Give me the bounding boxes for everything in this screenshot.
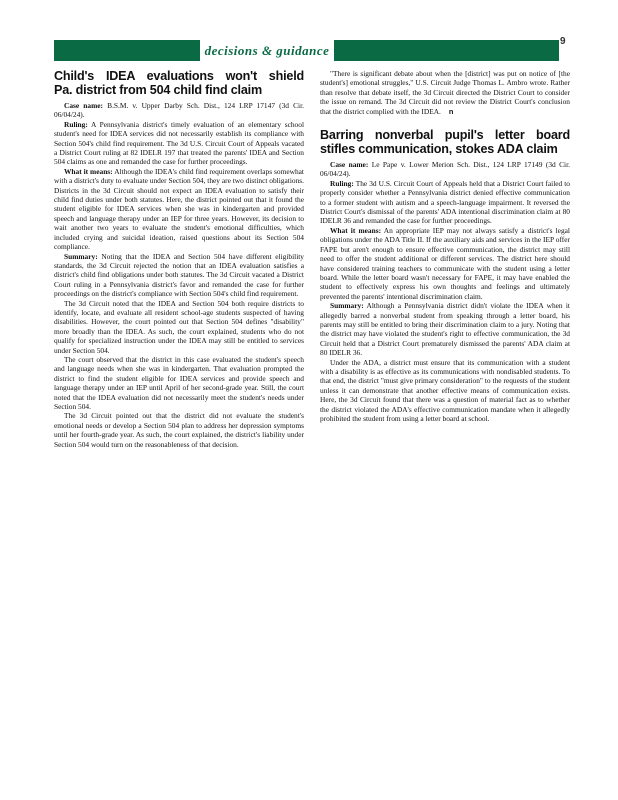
right-column bbox=[320, 69, 570, 423]
article2-headline-line1: Barring nonverbal pupil's letter board bbox=[320, 128, 570, 143]
article2-case bbox=[320, 160, 570, 179]
article1-headline-line2: Pa. district from 504 child find claim bbox=[54, 83, 262, 97]
case-name-text: Le Pape v. Lower Merion Sch. Dist., 124 LRP 17149 (3d Cir. 06/04/24). bbox=[320, 160, 571, 179]
case-name-label: Case name: bbox=[330, 160, 369, 170]
article1-paragraph: The 3d Circuit noted that the IDEA and Section 504 both require districts to identify, locate, and evaluate all resident school-age students suspected of having disabilities. However, the court pointed out that Section 504 defines "disability" more broadly than the IDEA. As such, the court explained, students who do not qualify for specialized instruction under the IDEA may still be entitled to services under Section 504. bbox=[54, 298, 304, 355]
article1-closing-text: "There is significant debate about when the [district] was put on notice of [the student's] emotional struggles," U.S. Circuit Judge Thomas L. Ambro wrote. Rather than resolve that debate itself, the 3d Circuit directed the District Court to consider the issue on remand. The 3d Circuit did not review the District Court's conclusion that the district complied with the IDEA. bbox=[320, 69, 570, 116]
article1-summary bbox=[54, 252, 304, 299]
ruling-text: A Pennsylvania district's timely evaluation of an elementary school student's need for IDEA services did not necessarily establish its compliance with Section 504's child find requirement. The 3d U.S. Circuit Court of Appeals vacated a District Court ruling at 82 IDELR 197 that treated the parents' IDEA and Section 504 claims as one and remanded the case for further proceedings. bbox=[54, 119, 304, 167]
article2-ruling bbox=[320, 179, 570, 226]
article2-meaning bbox=[320, 226, 570, 301]
article1-ruling bbox=[54, 120, 304, 167]
page-number: 9 bbox=[560, 36, 566, 47]
ruling-label: Ruling: bbox=[330, 178, 354, 188]
article1-paragraph: The court observed that the district in this case evaluated the student's speech and language needs when she was in kindergarten. That evaluation prompted the district to find the student eligible for IDEA services and provide speech and language therapy under an IEP until April of her second-grade year. Still, the court noted that the IDEA evaluation did not necessarily meet the student's needs under Section 504. bbox=[54, 354, 304, 411]
summary-text: Noting that the IDEA and Section 504 have different eligibility standards, the 3d Circuit rejected the notion that an IDEA evaluation satisfies a district's child find obligations under both statutes. The 3d Circuit vacated a District Court ruling in a Pennsylvania district's favor and remanded the case for further proceedings on the district's compliance with Section 504's child find requirement. bbox=[54, 251, 304, 299]
article1-meaning bbox=[54, 167, 304, 252]
end-mark: n bbox=[448, 106, 454, 116]
article2-headline bbox=[320, 128, 570, 156]
article1-headline bbox=[54, 69, 304, 97]
summary-label: Summary: bbox=[64, 251, 98, 261]
article1-paragraph bbox=[320, 69, 570, 116]
article1-case bbox=[54, 101, 304, 120]
summary-label: Summary: bbox=[330, 301, 364, 311]
article1-headline-line1: Child's IDEA evaluations won't shield bbox=[54, 69, 304, 83]
ruling-text: The 3d U.S. Circuit Court of Appeals held that a District Court failed to properly consider whether a Pennsylvania district denied effective communication to a former student with autism and a speech-language impairment. It reversed the District Court's dismissal of the parents' ADA intentional discrimination claim at 80 IDELR 36 and remanded the case for further proceedings. bbox=[320, 178, 570, 226]
summary-text: Although a Pennsylvania district didn't violate the IDEA when it allegedly barred a nonverbal student from speaking through a letter board, his parents may still be entitled to bring their discrimination claim to a jury. Noting that the district may have violated the student's right to effective communication, the 3d Circuit held that a District Court prematurely dismissed the parents' ADA claim at 80 IDELR 36. bbox=[320, 301, 570, 358]
article2-headline-line2: stifles communication, stokes ADA claim bbox=[320, 142, 558, 157]
meaning-text: Although the IDEA's child find requirement overlaps somewhat with a district's duty to evaluate under Section 504, they are two distinct obligations. Districts in the 3d Circuit should not expect an IDEA evaluation to satisfy their child find duties under both statutes. Here, the district pointed out that it found the student eligible for IDEA services when she was in kindergarten and provided speech and language therapy under an IEP for three years. However, its decision to wait another two years to evaluate the student's emotional difficulties, which included crying and suicidal ideation, raised questions about its Section 504 compliance. bbox=[54, 166, 304, 252]
ruling-label: Ruling: bbox=[64, 119, 88, 129]
section-title: decisions & guidance bbox=[204, 43, 330, 58]
article2-paragraph: Under the ADA, a district must ensure that its communication with a student with a disability is as effective as its communications with nondisabled students. To that end, the district "must give primary consideration" to the requests of the student unless it can demonstrate that another effective means of communication exists. Here, the 3d Circuit found that there was a question of material fact as to whether the district violated the ADA's effective communication mandate when it allegedly prohibited the student from using a letter board at school. bbox=[320, 357, 570, 423]
case-name-label: Case name: bbox=[64, 101, 104, 110]
meaning-label: What it means: bbox=[64, 166, 113, 176]
case-name-text: B.S.M. v. Upper Darby Sch. Dist., 124 LRP 17147 (3d Cir. 06/04/24). bbox=[54, 101, 304, 120]
left-column bbox=[54, 69, 304, 449]
article2-summary bbox=[320, 301, 570, 357]
meaning-text: An appropriate IEP may not always satisfy a district's legal obligations under the ADA Title II. If the auxiliary aids and services in the IEP offer FAPE but aren't enough to ensure effective communication, the district may still need to offer the student additional or different services. The district here should have considered training teachers to communicate with the student using a letter board. While the letter board wasn't necessary for FAPE, it may have enabled the student to effectively express his own thoughts and feelings and ultimately prevented the parents' intentional discrimination claim. bbox=[320, 225, 570, 301]
article1-paragraph: The 3d Circuit pointed out that the district did not evaluate the student's emotional needs or develop a Section 504 plan to address her depression symptoms until her fourth-grade year. As such, the court explained, the district's liability under Section 504 would turn on the reasonableness of that decision. bbox=[54, 411, 304, 449]
meaning-label: What it means: bbox=[330, 225, 382, 235]
